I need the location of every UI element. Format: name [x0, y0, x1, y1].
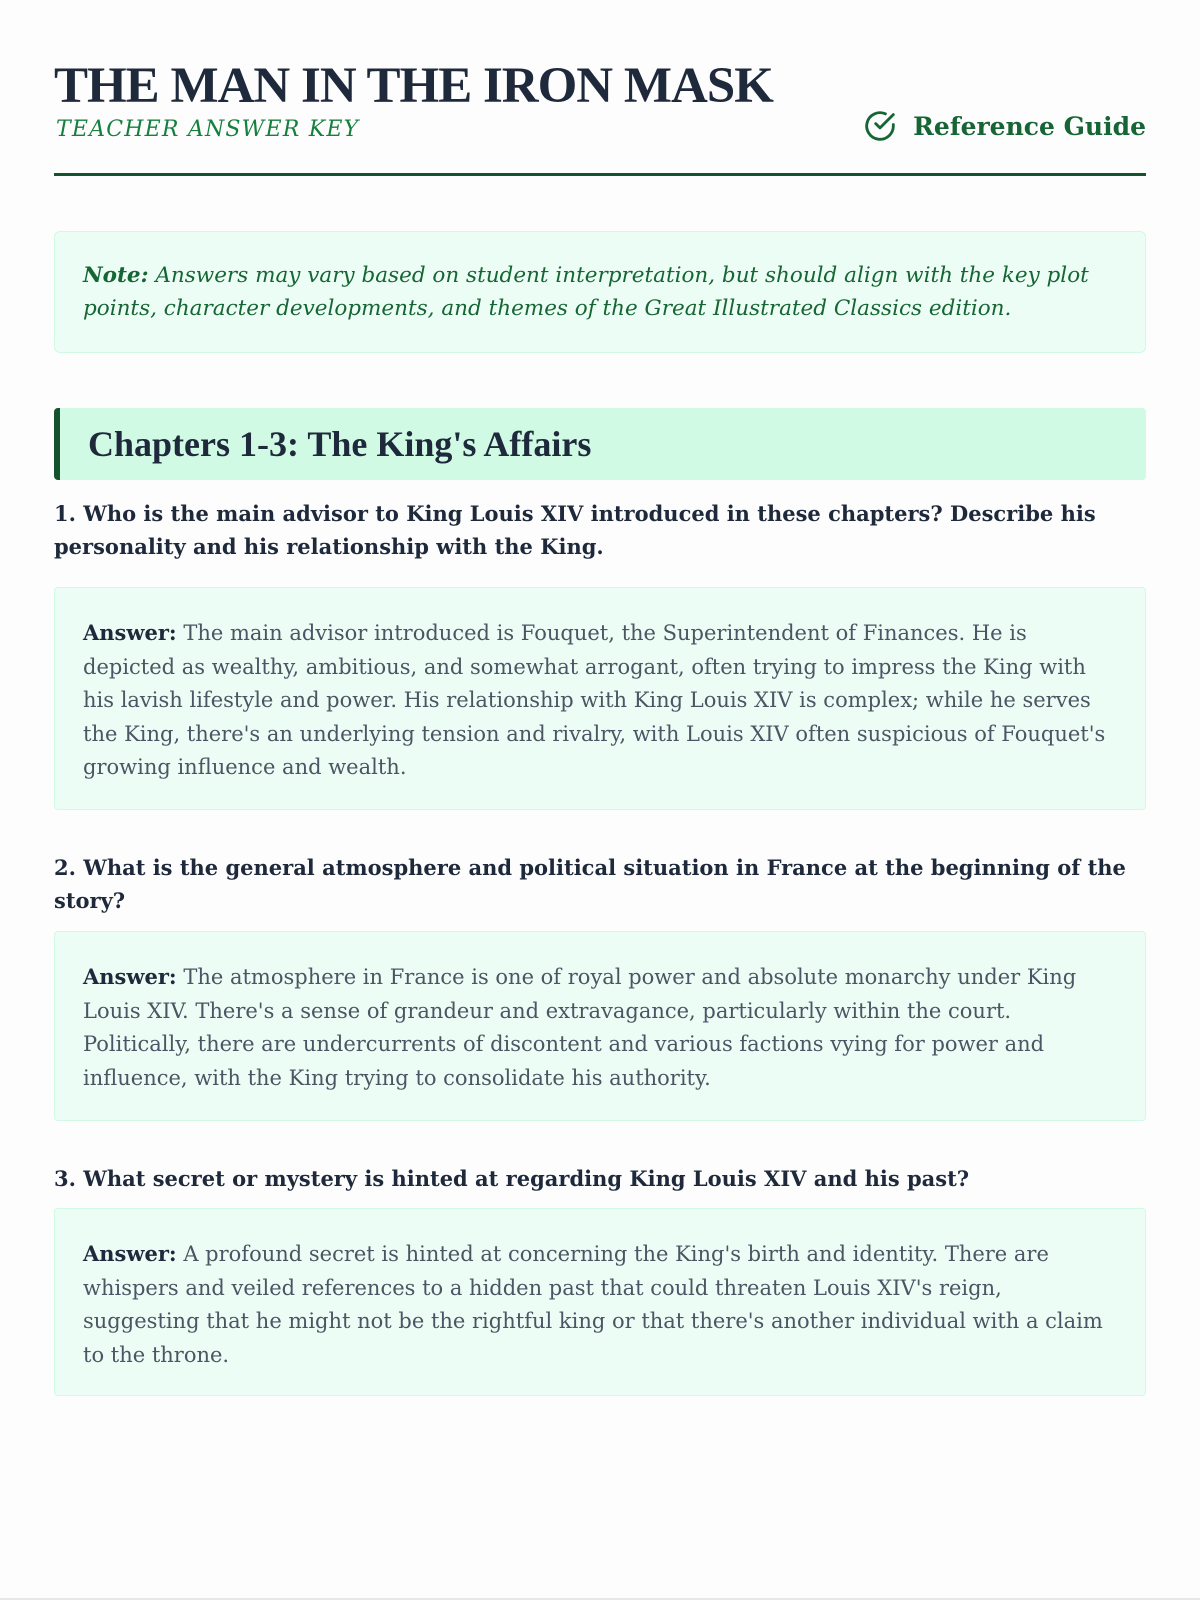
- answer-box-2: [54, 931, 1146, 1121]
- reference-guide-badge: [861, 106, 1146, 146]
- page-subtitle: TEACHER ANSWER KEY: [56, 117, 360, 142]
- answer-box-1: [54, 587, 1146, 810]
- answer-label: Answer:: [83, 1241, 177, 1266]
- answer-box-3: [54, 1208, 1146, 1396]
- answer-label: Answer:: [83, 964, 177, 989]
- note-box: [54, 231, 1146, 353]
- question-2: 2. What is the general atmosphere and political situation in France at the beginning of the story?: [54, 855, 1126, 913]
- page-header: [54, 56, 1146, 176]
- answer-label: Answer:: [83, 620, 177, 645]
- reference-guide-label: Reference Guide: [913, 111, 1146, 141]
- question-1: 1. Who is the main advisor to King Louis XIV introduced in these chapters? Describe his personality and his relationship with the King.: [54, 501, 1096, 559]
- answer-text: The main advisor introduced is Fouquet, the Superintendent of Finances. He is depicted as wealthy, ambitious, and somewhat arrogant, often trying to impress the King with his lavish lifestyle and power. His relationship with King Louis XIV is complex; while he serves the King, there's an underlying tension and rivalry, with Louis XIV often suspicious of Fouquet's growing influence and wealth.: [83, 621, 1106, 779]
- note-text: Answers may vary based on student interpretation, but should align with the key plot points, character developments, and themes of the Great Illustrated Classics edition.: [83, 263, 1089, 321]
- question-3: 3. What secret or mystery is hinted at regarding King Louis XIV and his past?: [54, 1166, 970, 1191]
- chapter-heading: [54, 408, 1146, 480]
- note-label: Note:: [83, 263, 149, 288]
- chapter-title: Chapters 1-3: The King's Affairs: [88, 424, 592, 464]
- check-circle-icon: [861, 107, 899, 145]
- page-title: THE MAN IN THE IRON MASK: [54, 58, 773, 114]
- answer-text: The atmosphere in France is one of royal power and absolute monarchy under King Louis XIV. There's a sense of grandeur and extravagance, particularly within the court. Politically, there are undercurrents of discontent and various factions vying for power and influence, with the King trying to consolidate his authority.: [83, 965, 1077, 1090]
- answer-text: A profound secret is hinted at concerning the King's birth and identity. There are whispers and veiled references to a hidden past that could threaten Louis XIV's reign, suggesting that he might not be the rightful king or that there's another individual with a claim to the throne.: [83, 1242, 1103, 1367]
